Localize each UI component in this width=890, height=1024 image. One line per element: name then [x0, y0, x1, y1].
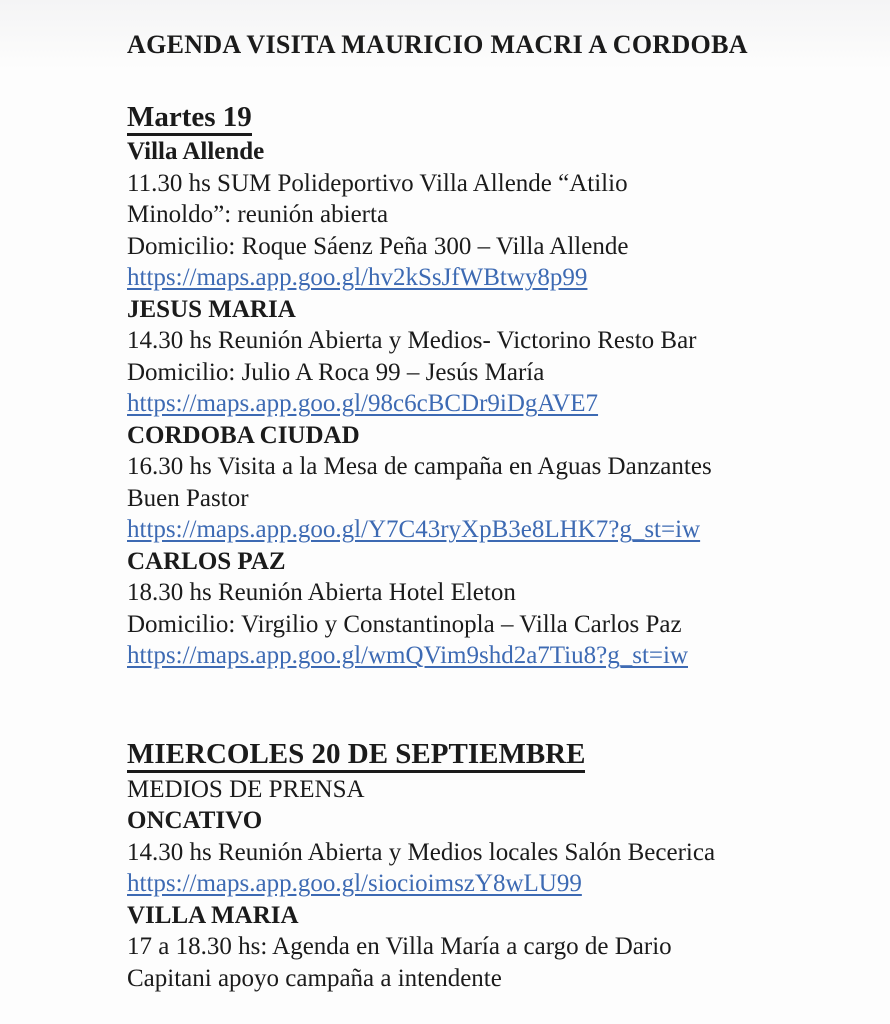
event-location: ONCATIVO [127, 807, 263, 835]
event-detail-line: 16.30 hs Visita a la Mesa de campaña en Aguas Danzantes [127, 453, 712, 481]
event-oncativo [127, 805, 827, 900]
event-detail-line: 14.30 hs Reunión Abierta y Medios locales Salón Becerica [127, 838, 716, 866]
event-location: CARLOS PAZ [127, 547, 286, 575]
event-detail-line: 17 a 18.30 hs: Agenda en Villa María a cargo de Dario [127, 933, 672, 961]
day-heading-miercoles-20: MIERCOLES 20 DE SEPTIEMBRE [127, 734, 827, 774]
event-detail-line: 18.30 hs Reunión Abierta Hotel Eleton [127, 579, 516, 607]
day-note-medios-de-prensa: MEDIOS DE PRENSA [127, 775, 365, 803]
day-section-martes-19 [127, 98, 827, 672]
day-section-miercoles-20 [127, 734, 827, 995]
event-cordoba-ciudad [127, 420, 827, 546]
event-carlos-paz [127, 546, 827, 672]
event-location: VILLA MARIA [127, 901, 299, 929]
event-villa-maria [127, 900, 827, 995]
event-location: JESUS MARIA [127, 295, 296, 323]
maps-link-oncativo[interactable]: https://maps.app.goo.gl/siocioimszY8wLU99 [127, 870, 582, 898]
day-heading-martes-19: Martes 19 [127, 98, 827, 136]
event-detail-line: Minoldo”: reunión abierta [127, 201, 389, 229]
page-title: AGENDA VISITA MAURICIO MACRI A CORDOBA [127, 30, 748, 59]
event-location: CORDOBA CIUDAD [127, 421, 360, 449]
event-address-line: Domicilio: Roque Sáenz Peña 300 – Villa Allende [127, 232, 629, 260]
event-jesus-maria [127, 294, 827, 420]
maps-link-jesus-maria[interactable]: https://maps.app.goo.gl/98c6cBCDr9iDgAVE7 [127, 390, 599, 418]
event-detail-line: Buen Pastor [127, 484, 249, 512]
event-detail-line: 14.30 hs Reunión Abierta y Medios- Victorino Resto Bar [127, 327, 697, 355]
maps-link-villa-allende[interactable]: https://maps.app.goo.gl/hv2kSsJfWBtwy8p99 [127, 264, 588, 292]
maps-link-carlos-paz[interactable]: https://maps.app.goo.gl/wmQVim9shd2a7Tiu8?g_st=iw [127, 642, 688, 670]
event-villa-allende [127, 136, 827, 294]
event-address-line: Domicilio: Virgilio y Constantinopla – Villa Carlos Paz [127, 610, 682, 638]
event-detail-line: Capitani apoyo campaña a intendente [127, 964, 502, 992]
maps-link-cordoba-ciudad[interactable]: https://maps.app.goo.gl/Y7C43ryXpB3e8LHK7?g_st=iw [127, 516, 701, 544]
event-location: Villa Allende [127, 138, 265, 166]
event-detail-line: 11.30 hs SUM Polideportivo Villa Allende “Atilio [127, 169, 628, 197]
event-address-line: Domicilio: Julio A Roca 99 – Jesús María [127, 358, 545, 386]
